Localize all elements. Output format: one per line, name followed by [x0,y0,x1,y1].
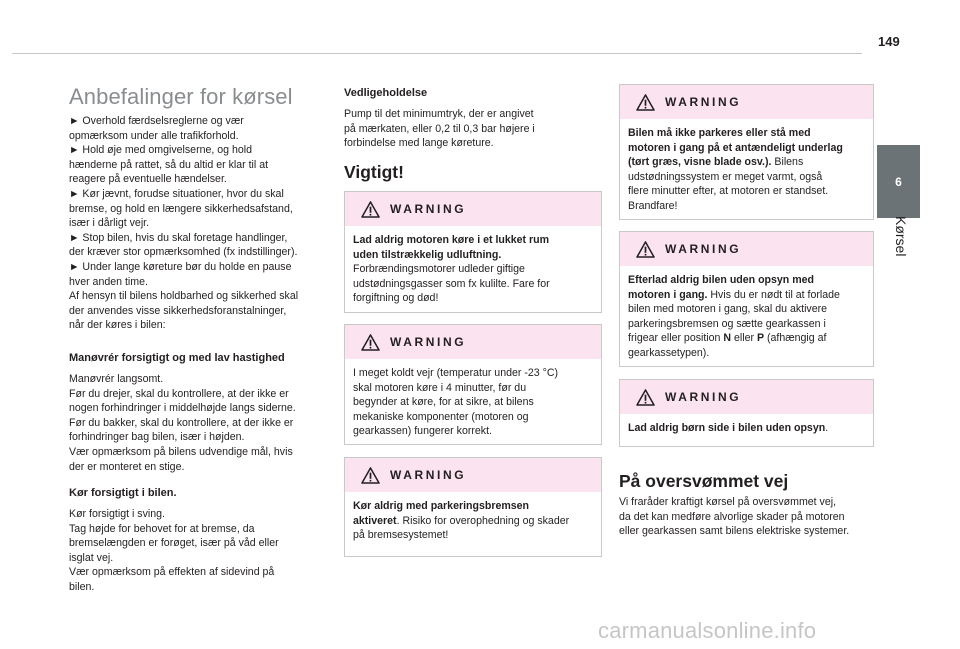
warning-box [619,84,874,220]
warning-line [628,346,865,361]
warning-line [628,199,865,214]
warning-title: WARNING [390,468,467,482]
warning-triangle-icon [636,389,655,406]
body-text: flere minutter efter, at motoren er standset. [628,185,829,198]
warning-line [353,291,593,306]
warning-body [620,414,873,436]
warning-triangle-icon [636,241,655,258]
text-line: ► Hold øje med omgivelserne, og hold [69,144,253,157]
warning-line [353,514,593,529]
text-line: der kræver stor opmærksomhed (fx indstillinger). [69,246,298,259]
text-line: hænderne på rattet, så du altid er klar til at [69,158,269,171]
warning-body [345,359,601,439]
bold-text: aktiveret [353,514,397,527]
bold-text: Bilen må ikke parkeres eller stå med [628,127,811,139]
warning-title: WARNING [665,390,742,404]
body-text: . [825,422,829,434]
warning-body [345,226,601,306]
bold-text: Lad aldrig børn side i bilen uden opsyn [628,422,826,434]
text-line: Før du bakker, skal du kontrollere, at der ikke er [69,416,294,429]
warning-triangle-icon [361,201,380,218]
page-title: Anbefalinger for kørsel [69,84,293,109]
page-number: 149 [878,34,900,49]
text-line: bremse, og hold en længere sikkerhedsafstand, [69,202,293,215]
warning-line [628,317,865,332]
warning-body [620,266,873,361]
bold-text: Lad aldrig motoren køre i et lukket rum [353,234,550,246]
body-text: parkeringsbremsen og sætte gearkassen i [628,317,826,330]
body-text: Forbrændingsmotorer udleder giftige [353,263,525,276]
warning-line [628,273,865,288]
header-rule [12,53,862,54]
text-line: forbindelse med lange køreture. [344,137,494,150]
warning-line [353,410,593,425]
warning-header [620,85,873,119]
warning-box [344,324,602,445]
text-line: bremselængden er forøget, især på våd eller [69,537,279,550]
body-text: bilen med motoren i gang, skal du aktivere [628,303,828,316]
warning-line [628,155,865,170]
warning-box [619,379,874,447]
warning-line [628,421,865,436]
bold-text: Efterlad aldrig bilen uden opsyn med [628,274,815,286]
warning-header [345,192,601,226]
warning-box [344,457,602,557]
body-text: eller [731,332,757,345]
warning-box [619,231,874,367]
body-text: udstødningsgasser som fx kulilte. Fare for [353,277,550,290]
body-text: gearkassen) fungerer korrekt. [353,425,492,438]
text-line: nogen forhindringer i middelhøjde langs siderne. [69,402,296,415]
text-line: Før du drejer, skal du kontrollere, at der ikke er [69,387,289,400]
warning-line [628,170,865,185]
text-line: bilen. [69,580,95,593]
text-line: Pump til det minimumtryk, der er angivet [344,108,534,120]
bold-text: Kør aldrig med parkeringsbremsen [353,500,530,512]
warning-triangle-icon [361,467,380,484]
bold-text: P [756,332,765,345]
warning-line [628,141,865,156]
chapter-tab[interactable]: 6 [877,145,920,218]
section-title-drive-carefully: Kør forsigtigt i bilen. [69,487,177,499]
section-text-drive-carefully [69,507,279,595]
warning-title: WARNING [390,202,467,216]
body-text: på bremsesystemet! [353,529,449,542]
section-title-maneuver: Manøvrér forsigtigt og med lav hastighed [69,352,285,364]
warning-line [353,248,593,263]
bold-text: motoren i gang på et antændeligt underlag [628,141,843,154]
text-line: reagere på eventuelle hændelser. [69,173,227,186]
warning-line [353,381,593,396]
warning-line [353,499,593,514]
warning-box [344,191,602,313]
important-title: Vigtigt! [344,162,404,182]
bold-text: motoren i gang. [628,288,708,301]
text-line: isglat vej. [69,551,114,564]
flood-text [619,495,849,539]
bold-text: (tørt græs, visne blade osv.). [628,156,772,169]
text-line: når der køres i bilen: [69,319,166,332]
body-text: gearkassetypen). [628,346,710,359]
text-line: der anvendes visse sikkerhedsforanstalninger, [69,304,287,317]
warning-title: WARNING [390,335,467,349]
warning-title: WARNING [665,95,742,109]
text-line: Tag højde for behovet for at bremse, da [69,522,255,535]
warning-line [353,233,593,248]
warning-line [353,395,593,410]
section-text-maneuver [69,372,296,474]
text-line: eller gearkassen samt bilens elektriske systemer. [619,525,850,538]
warning-body [620,119,873,214]
warning-line [628,331,865,346]
body-text: Brandfare! [628,199,678,212]
body-text: frigear eller position [628,332,724,345]
warning-header [620,380,873,414]
text-line: især i dårligt vejr. [69,217,150,230]
warning-line [353,277,593,292]
maintenance-title: Vedligeholdelse [344,87,428,99]
body-text: (afhængig af [764,332,827,345]
warning-header [345,458,601,492]
body-text: mekaniske komponenter (motoren og [353,410,529,423]
text-line: på mærkaten, eller 0,2 til 0,3 bar højere i [344,122,535,135]
warning-line [353,366,593,381]
warning-triangle-icon [361,334,380,351]
text-line: ► Under lange køreture bør du holde en pause [69,260,292,273]
body-text: . Risiko for overophedning og skader [396,514,570,527]
maintenance-text [344,107,535,151]
flood-title: På oversvømmet vej [619,471,789,491]
warning-header [345,325,601,359]
warning-line [628,302,865,317]
body-text: forgiftning og død! [353,292,439,305]
bold-text: N [723,332,732,345]
warning-header [620,232,873,266]
bold-text: uden tilstrækkelig udluftning. [353,248,502,261]
text-line: der er monteret en stige. [69,460,185,473]
text-line: opmærksom under alle trafikforhold. [69,129,239,142]
warning-line [353,424,593,439]
body-text: Bilens [771,156,804,169]
body-text: begynder at køre, for at sikre, at bilens [353,396,534,409]
warning-line [353,262,593,277]
warning-line [628,288,865,303]
text-line: Af hensyn til bilens holdbarhed og sikkerhed skal [69,290,299,303]
text-line: forhindringer bag bilen, især i højden. [69,431,245,444]
text-line: ► Stop bilen, hvis du skal foretage handlinger, [69,231,288,244]
body-text: I meget koldt vejr (temperatur under -23 °C) [353,367,559,379]
warning-title: WARNING [665,242,742,256]
warning-line [353,528,593,543]
chapter-label: Kørsel [893,216,909,257]
text-line: Manøvrér langsomt. [69,373,164,385]
text-line: ► Overhold færdselsreglerne og vær [69,115,244,127]
warning-body [345,492,601,543]
text-line: Kør forsigtigt i sving. [69,508,165,520]
text-line: ► Kør jævnt, forudse situationer, hvor du skal [69,187,284,200]
text-line: Vi fraråder kraftigt kørsel på oversvømmet vej, [619,496,837,508]
body-text: Hvis du er nødt til at forlade [707,288,840,301]
body-text: skal motoren køre i 4 minutter, før du [353,381,527,394]
text-line: hver anden time. [69,275,148,288]
watermark: carmanualsonline.info [598,618,817,643]
text-line: Vær opmærksom på effekten af sidevind på [69,566,275,579]
text-line: da det kan medføre alvorlige skader på motoren [619,510,845,523]
warning-line [628,184,865,199]
intro-text [69,114,298,333]
warning-triangle-icon [636,94,655,111]
body-text: udstødningssystem er meget varmt, også [628,170,823,183]
text-line: Vær opmærksom på bilens udvendige mål, hvis [69,445,293,458]
warning-line [628,126,865,141]
